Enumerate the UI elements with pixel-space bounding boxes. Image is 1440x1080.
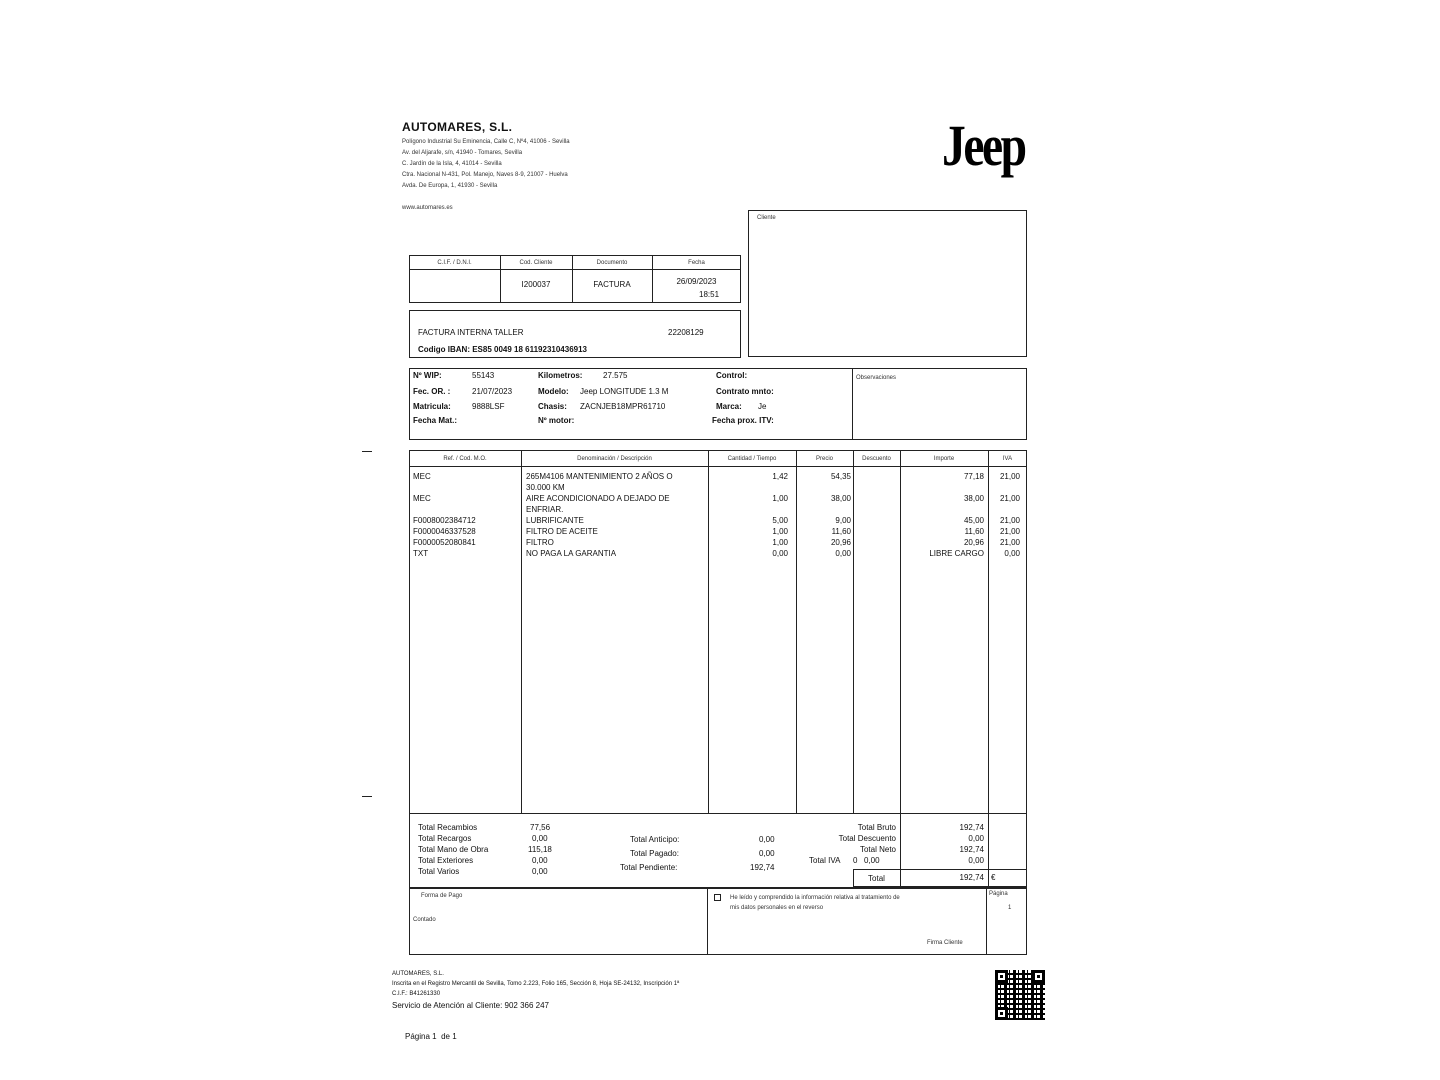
pagado-value: 0,00 <box>759 849 775 858</box>
col-header-desc: Denominación / Descripción <box>577 456 652 462</box>
footer-registry: Inscrita en el Registro Mercantil de Sevilla, Tomo 2.223, Folio 165, Sección 8, Hoja SE-24132, Inscripción 1ª <box>392 981 680 987</box>
wip-label: Nº WIP: <box>413 371 442 380</box>
row-price: 11,60 <box>831 527 851 536</box>
varios-label: Total Varios <box>418 867 460 876</box>
jeep-logo: Jeep <box>942 113 1025 178</box>
qr-code-icon <box>995 970 1045 1020</box>
company-name: AUTOMARES, S.L. <box>402 120 513 134</box>
row-qty: 1,00 <box>772 494 788 503</box>
table-col-line <box>900 450 901 814</box>
modelo-label: Modelo: <box>538 387 569 396</box>
payment-col-line <box>707 888 708 955</box>
total-value: 192,74 <box>959 873 984 882</box>
col-header-price: Precio <box>815 456 833 462</box>
row-iva: 21,00 <box>999 516 1020 525</box>
chasis-value: ZACNJEB18MPR61710 <box>580 402 666 411</box>
row-desc: NO PAGA LA GARANTIA <box>526 549 617 558</box>
recargos-label: Total Recargos <box>418 834 472 843</box>
row-desc: 265M4106 MANTENIMIENTO 2 AÑOS O <box>526 472 673 481</box>
recargos-value: 0,00 <box>532 834 548 843</box>
footer-page-indicator <box>405 1032 457 1042</box>
anticipo-value: 0,00 <box>759 835 775 844</box>
footer-company: AUTOMARES, S.L. <box>392 971 444 977</box>
exteriores-label: Total Exteriores <box>418 856 474 865</box>
company-address-1: Polígono Industrial Su Eminencia, Calle C, Nº4, 41006 - Sevilla <box>402 139 570 145</box>
doc-header-divider <box>409 269 741 270</box>
cif-label: C.I.F. / D.N.I. <box>437 260 472 266</box>
forma-pago-label: Forma de Pago <box>421 893 463 899</box>
descuento-label: Total Descuento <box>838 834 896 843</box>
row-qty: 0,00 <box>772 549 788 558</box>
page-label: Página <box>405 1032 430 1041</box>
row-price: 9,00 <box>835 516 851 525</box>
table-col-line <box>988 450 989 814</box>
company-address-4: Ctra. Nacional N-431, Pol. Manejo, Naves 8-9, 21007 - Huelva <box>402 172 568 178</box>
km-value: 27.575 <box>603 371 628 380</box>
mano-obra-label: Total Mano de Obra <box>418 845 489 854</box>
total-label: Total <box>868 874 885 883</box>
iva-total-label: Total IVA <box>809 856 841 865</box>
bruto-value: 192,74 <box>959 823 984 832</box>
pendiente-value: 192,74 <box>750 863 775 872</box>
descuento-value: 0,00 <box>968 834 984 843</box>
row-desc: AIRE ACONDICIONADO A DEJADO DE <box>526 494 670 503</box>
row-amount: 20,96 <box>963 538 984 547</box>
documento-value: FACTURA <box>593 280 631 289</box>
km-label: Kilometros: <box>538 371 583 380</box>
modelo-value: Jeep LONGITUDE 1.3 M <box>580 387 669 396</box>
row-price: 20,96 <box>830 538 851 547</box>
line-items-table <box>409 450 1027 814</box>
col-header-qty: Cantidad / Tiempo <box>727 456 777 462</box>
pagado-label: Total Pagado: <box>630 849 679 858</box>
page-current: 1 <box>432 1032 437 1041</box>
firma-cliente-label: Firma Cliente <box>927 940 963 946</box>
row-desc: FILTRO <box>526 538 554 547</box>
row-ref: MEC <box>413 494 431 503</box>
table-header-divider <box>409 466 1027 467</box>
iva-pct: 0 <box>853 856 858 865</box>
fecha-label: Fecha <box>688 260 705 266</box>
marca-label: Marca: <box>716 402 742 411</box>
company-address-2: Av. del Aljarafe, s/n, 41940 - Tomares, Sevilla <box>402 150 523 156</box>
matricula-label: Matricula: <box>413 402 451 411</box>
table-col-line <box>521 450 522 814</box>
row-ref: F0008002384712 <box>413 516 476 525</box>
cod-cliente-value: I200037 <box>521 280 551 289</box>
company-website: www.automares.es <box>402 205 453 211</box>
contrato-label: Contrato mnto: <box>716 387 774 396</box>
row-iva: 21,00 <box>999 494 1020 503</box>
table-col-line <box>708 450 709 814</box>
row-desc: FILTRO DE ACEITE <box>526 527 598 536</box>
row-price: 54,35 <box>830 472 851 481</box>
pagina-label: Página <box>989 891 1008 897</box>
col-header-iva: IVA <box>1002 456 1013 462</box>
documento-label: Documento <box>596 260 628 266</box>
footer-cif: C.I.F.: B41261330 <box>392 991 441 997</box>
row-qty: 5,00 <box>772 516 788 525</box>
scan-mark <box>362 796 372 797</box>
observaciones-label: Observaciones <box>856 375 897 381</box>
row-ref: MEC <box>413 472 431 481</box>
iva-value: 0,00 <box>968 856 984 865</box>
recambios-label: Total Recambios <box>418 823 478 832</box>
hora-value: 18:51 <box>699 290 720 299</box>
row-ref: F0000052080841 <box>413 538 476 547</box>
chasis-label: Chasis: <box>538 402 567 411</box>
row-iva: 21,00 <box>999 472 1020 481</box>
col-header-ref: Ref. / Cod. M.O. <box>443 456 487 462</box>
mano-obra-value: 115,18 <box>528 845 552 854</box>
wip-value: 55143 <box>472 371 495 380</box>
varios-value: 0,00 <box>532 867 548 876</box>
currency-symbol: € <box>991 873 996 882</box>
client-label: Cliente <box>757 215 776 221</box>
page-total: 1 <box>452 1032 457 1041</box>
fecha-mat-label: Fecha Mat.: <box>413 416 458 425</box>
row-amount: LIBRE CARGO <box>929 549 984 558</box>
fecha-value: 26/09/2023 <box>676 277 717 286</box>
marca-value: Je <box>758 402 767 411</box>
invoice-number: 22208129 <box>668 328 704 337</box>
col-header-amount: Importe <box>933 456 955 462</box>
fec-or-value: 21/07/2023 <box>472 387 513 396</box>
observaciones-divider <box>852 368 853 440</box>
consent-text-1: He leído y comprendido la información relativa al tratamiento de <box>730 895 900 901</box>
consent-text-2: mis datos personales en el reverso <box>730 905 824 911</box>
company-address-3: C. Jardín de la Isla, 4, 41014 - Sevilla <box>402 161 502 167</box>
table-col-line <box>796 450 797 814</box>
total-col-line <box>988 869 989 887</box>
fec-or-label: Fec. OR. : <box>413 387 451 396</box>
row-qty: 1,00 <box>772 538 788 547</box>
row-amount: 77,18 <box>963 472 984 481</box>
row-ref: TXT <box>413 549 429 558</box>
consent-checkbox[interactable] <box>714 894 721 901</box>
company-address-5: Avda. De Europa, 1, 41930 - Sevilla <box>402 183 498 189</box>
exteriores-value: 0,00 <box>532 856 548 865</box>
neto-label: Total Neto <box>859 845 896 854</box>
row-desc: LUBRIFICANTE <box>526 516 584 525</box>
row-iva: 21,00 <box>999 527 1020 536</box>
footer-customer-service: Servicio de Atención al Cliente: 902 366 247 <box>392 1001 549 1010</box>
itv-label: Fecha prox. ITV: <box>712 416 774 425</box>
row-price: 38,00 <box>830 494 851 503</box>
client-box <box>748 210 1027 357</box>
invoice-type: FACTURA INTERNA TALLER <box>418 328 524 337</box>
row-iva: 0,00 <box>1004 549 1020 558</box>
cod-cliente-label: Cod. Cliente <box>519 260 553 266</box>
row-qty: 1,42 <box>772 472 788 481</box>
pagina-value: 1 <box>1008 905 1012 911</box>
row-price: 0,00 <box>835 549 851 558</box>
row-desc: 30.000 KM <box>526 483 565 492</box>
row-ref: F0000046337528 <box>413 527 476 536</box>
anticipo-label: Total Anticipo: <box>630 835 680 844</box>
scan-mark <box>362 451 372 452</box>
recambios-value: 77,56 <box>530 823 551 832</box>
row-amount: 11,60 <box>964 527 984 536</box>
row-desc: ENFRIAR. <box>526 505 564 514</box>
control-label: Control: <box>716 371 748 380</box>
pendiente-label: Total Pendiente: <box>620 863 678 872</box>
page-of: de <box>441 1032 450 1041</box>
row-iva: 21,00 <box>999 538 1020 547</box>
table-col-line <box>853 450 854 814</box>
payment-col-line <box>986 888 987 955</box>
col-header-discount: Descuento <box>862 456 891 462</box>
row-amount: 38,00 <box>963 494 984 503</box>
neto-value: 192,74 <box>959 845 984 854</box>
iban: Codigo IBAN: ES85 0049 18 61192310436913 <box>418 345 587 354</box>
matricula-value: 9888LSF <box>472 402 505 411</box>
motor-label: Nº motor: <box>538 416 575 425</box>
row-qty: 1,00 <box>772 527 788 536</box>
iva-base: 0,00 <box>864 856 880 865</box>
bruto-label: Total Bruto <box>857 823 896 832</box>
row-amount: 45,00 <box>963 516 984 525</box>
forma-pago-value: Contado <box>413 917 436 923</box>
